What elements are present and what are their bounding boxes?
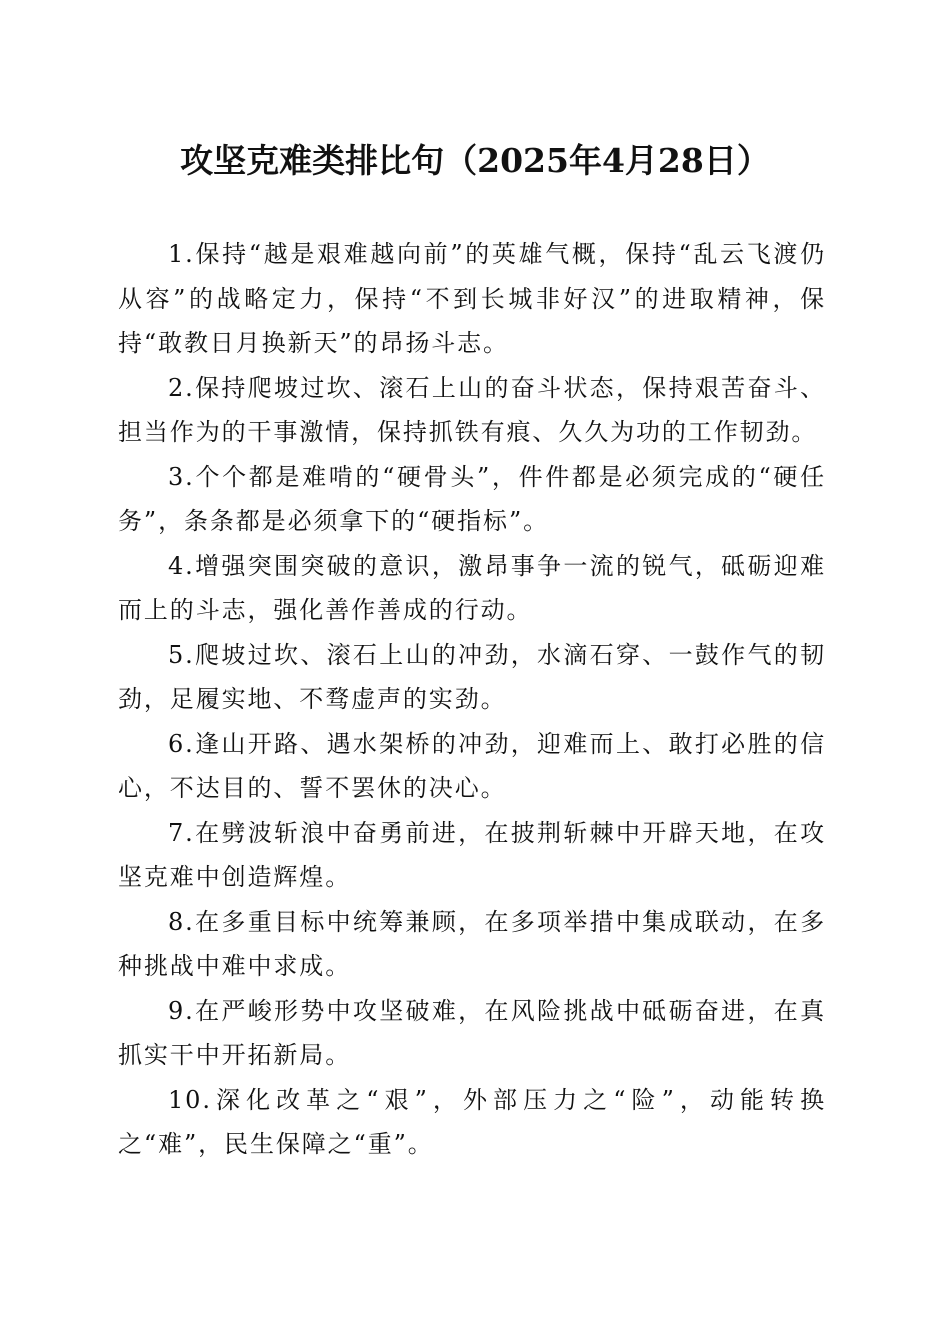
paragraph-7: 7.在劈波斩浪中奋勇前进，在披荆斩棘中开辟天地，在攻坚克难中创造辉煌。 [118,818,826,891]
paragraph-6: 6.逢山开路、遇水架桥的冲劲，迎难而上、敢打必胜的信心，不达目的、誓不罢休的决心。 [118,729,826,802]
document-body [118,232,826,1167]
paragraph-3: 3.个个都是难啃的“硬骨头”，件件都是必须完成的“硬任务”，条条都是必须拿下的“硬指标”。 [118,462,826,535]
paragraph-8: 8.在多重目标中统筹兼顾，在多项举措中集成联动，在多种挑战中难中求成。 [118,907,826,980]
paragraph-2: 2.保持爬坡过坎、滚石上山的奋斗状态，保持艰苦奋斗、担当作为的干事激情，保持抓铁有痕、久久为功的工作韧劲。 [118,373,826,446]
document-title: 攻坚克难类排比句（2025年4月28日） [180,141,770,180]
paragraph-1: 1.保持“越是艰难越向前”的英雄气概，保持“乱云飞渡仍从容”的战略定力，保持“不到长城非好汉”的进取精神，保持“敢教日月换新天”的昂扬斗志。 [118,240,826,357]
paragraph-10: 10.深化改革之“艰”，外部压力之“险”，动能转换之“难”，民生保障之“重”。 [118,1085,826,1158]
paragraph-4: 4.增强突围突破的意识，激昂事争一流的锐气，砥砺迎难而上的斗志，强化善作善成的行动。 [118,551,826,624]
paragraph-9: 9.在严峻形势中攻坚破难，在风险挑战中砥砺奋进，在真抓实干中开拓新局。 [118,996,826,1069]
paragraph-5: 5.爬坡过坎、滚石上山的冲劲，水滴石穿、一鼓作气的韧劲，足履实地、不骛虚声的实劲。 [118,640,826,713]
